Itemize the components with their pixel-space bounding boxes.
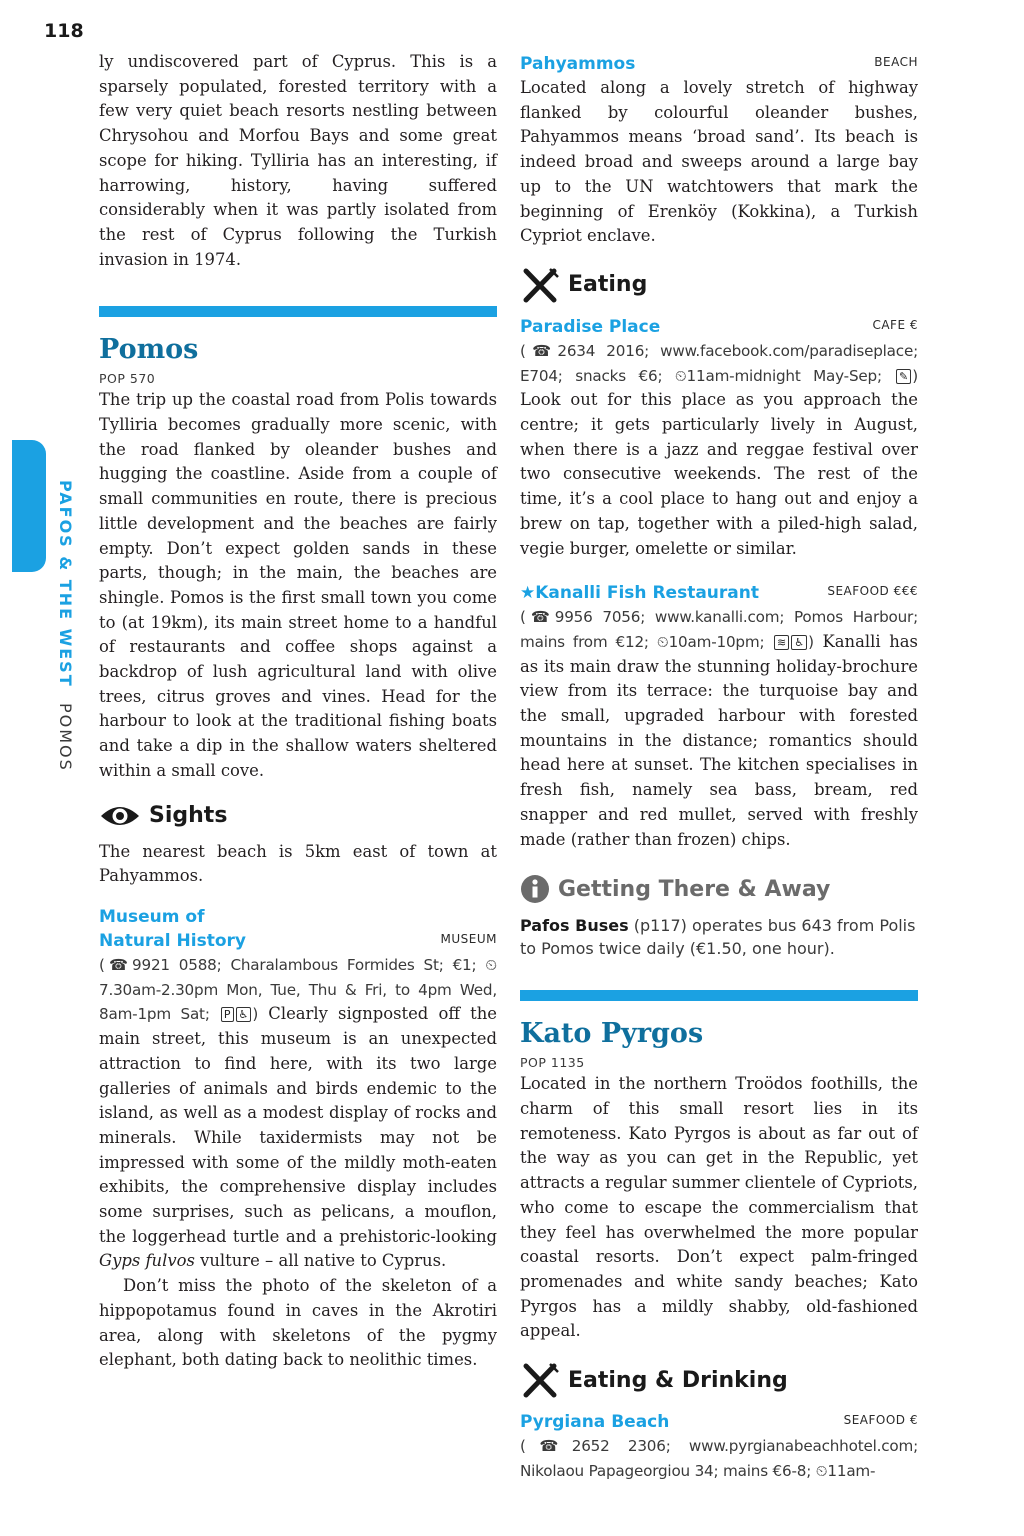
eating-heading bbox=[520, 267, 918, 303]
top-choice-star-icon: ★ bbox=[520, 583, 536, 604]
listing-type-paradise: CAFE € bbox=[872, 317, 918, 332]
left-column bbox=[99, 50, 497, 1373]
eating-drinking-heading-text: Eating & Drinking bbox=[568, 1367, 788, 1393]
kanalli-listing bbox=[520, 605, 918, 852]
listing-type-pahyammos: BEACH bbox=[874, 55, 918, 69]
sights-intro: The nearest beach is 5km east of town at Pahyammos. bbox=[99, 841, 497, 886]
town-title-kato-pyrgos: Kato Pyrgos bbox=[520, 1018, 704, 1050]
listing-name-line2: Natural History bbox=[99, 930, 246, 951]
parking-icon: P bbox=[221, 1007, 234, 1022]
paradise-listing bbox=[520, 339, 918, 561]
listing-name-pahyammos: Pahyammos bbox=[520, 54, 636, 74]
pomos-description: The trip up the coastal road from Polis towards Tylliria becomes gradually more scenic, with the road flanked by oleander bushes and hugging the coastline. Aside from a couple of small communities en route, there is precious little development and the beaches are fairly empty. Don’t expect golden sands in these parts, though; in the main, the beaches are shingle. Pomos is the first small town you come to (at 19km), its main street home to a handful of restaurants and coffee shops against a backdrop of lush agricultural land with olive trees, citrus groves and vines. Head for the harbour to look at the traditional fishing boats and take a dip in the shallow waters sheltered within a small cove. bbox=[99, 390, 497, 780]
museum-paragraph-2: Don’t miss the photo of the skeleton of a hippopotamus found in caves in the Akrotiri area, along with skeletons of the pygmy elephant, both dating back to neolithic times. bbox=[99, 1276, 497, 1370]
population-pomos: POP 570 bbox=[99, 371, 156, 387]
population-kato-pyrgos: POP 1135 bbox=[520, 1055, 585, 1071]
museum-info: (☎9921 0588; Charalambous Formides St; €1; ⏲7.30am-2.30pm Mon, Tue, Thu & Fri, to 4pm Wed, 8am-1pm Sat; bbox=[99, 955, 497, 1024]
getting-there-text bbox=[520, 914, 918, 960]
bus-details: (p117) operates bus 643 from Polis to Pomos twice daily (€1.50, one hour). bbox=[520, 916, 916, 959]
page-number: 118 bbox=[44, 20, 84, 42]
listing-name-kanalli bbox=[520, 581, 759, 605]
paradise-description: Look out for this place as you approach the centre; it gets particularly lively in August, when there is a jazz and reggae festival over two consecutive weekends. The rest of the time, it’s a cool place to hang out and enjoy a brew on tap, together with a piled-high salad, vegie burger, omelette or similar. bbox=[520, 390, 918, 558]
section-divider-pomos bbox=[99, 306, 497, 317]
listing-name-paradise: Paradise Place bbox=[520, 316, 661, 337]
family-friendly-icon: ♿ bbox=[236, 1007, 252, 1022]
museum-description: Clearly signposted off the main street, this museum is an unexpected attraction to find here, with its two large galleries of animals and birds endemic to the island, as well as a modest display of rocks and minerals. While taxidermists may not be impressed with some of the mildly moth-eaten exhibits, the comprehensive display includes some surprises, such as pelicans, a mouflon, the loggerhead turtle and a prehistoric-looking bbox=[99, 1004, 497, 1246]
museum-info-close: ) bbox=[252, 1005, 259, 1024]
bus-operator: Pafos Buses bbox=[520, 916, 629, 936]
section-divider-kato-pyrgos bbox=[520, 990, 918, 1001]
listing-type-pyrgiana: SEAFOOD € bbox=[843, 1413, 918, 1428]
fork-knife-icon bbox=[520, 1362, 560, 1398]
kato-pyrgos-description: Located in the northern Troödos foothills, the charm of this small resort lies in its remoteness. Kato Pyrgos is about as far out of the way as you can get in the Republic, yet attracts a regular summer clientele of Cypriots, who come to escape the commercialism that they feel has overwhelmed the more popular coastal resorts. Don’t expect palm-fringed promenades and white sandy beaches; Kato Pyrgos has a mildly shabby, old-fashioned appeal. bbox=[520, 1074, 918, 1341]
intro-paragraph: ly undiscovered part of Cyprus. This is a sparsely populated, forested territory with a few very quiet beach resorts nestling between Chrysohou and Morfou Bays and some great scope for hiking. Tylliria has an interesting, if harrowing, history, having suffered considerably when it was partly isolated from the rest of Cyprus following the Turkish invasion in 1974. bbox=[99, 52, 497, 269]
sights-heading bbox=[99, 802, 497, 830]
wifi-icon: ≋ bbox=[774, 635, 789, 650]
family-friendly-icon: ♿ bbox=[791, 635, 807, 650]
getting-there-heading-text: Getting There & Away bbox=[558, 876, 831, 902]
town-title-pomos: Pomos bbox=[99, 334, 199, 366]
museum-listing bbox=[99, 953, 497, 1274]
side-tab-label bbox=[56, 480, 75, 772]
listing-name-kanalli-text: Kanalli Fish Restaurant bbox=[535, 583, 759, 604]
sights-heading-text: Sights bbox=[149, 803, 228, 829]
listing-name-pyrgiana: Pyrgiana Beach bbox=[520, 1412, 670, 1433]
getting-there-heading bbox=[520, 874, 918, 904]
eating-drinking-heading bbox=[520, 1362, 918, 1398]
listing-header-paradise bbox=[520, 313, 918, 339]
side-tab-subsection: POMOS bbox=[56, 702, 75, 772]
side-tab-section: PAFOS & THE WEST bbox=[56, 480, 75, 688]
listing-name-line1: Museum of bbox=[99, 906, 205, 927]
listing-header-pyrgiana bbox=[520, 1408, 918, 1434]
eye-icon bbox=[99, 802, 141, 830]
pahyammos-description: Located along a lovely stretch of highway flanked by colourful oleander bushes, Pahyammos means ‘broad sand’. Its beach is indeed broad and sweeps around a large bay up to the UN watchtowers that mark the beginning of Erenköy (Kokkina), a Turkish Cypriot enclave. bbox=[520, 78, 918, 246]
pyrgiana-listing bbox=[520, 1434, 918, 1483]
kanalli-info: (☎9956 7056; www.kanalli.com; Pomos Harbour; mains from €12; ⏲10am-10pm; bbox=[520, 608, 918, 651]
listing-header-museum bbox=[99, 905, 497, 953]
listing-header-kanalli bbox=[520, 579, 918, 605]
paradise-info-close: ) bbox=[912, 366, 918, 385]
paradise-info: (☎2634 2016; www.facebook.com/paradiseplace; E704; snacks €6; ⏲11am-midnight May-Sep; bbox=[520, 341, 918, 385]
listing-name-museum bbox=[99, 905, 246, 953]
listing-type-museum: MUSEUM bbox=[440, 931, 497, 946]
fork-knife-icon bbox=[520, 267, 560, 303]
pyrgiana-info: (☎2652 2306; www.pyrgianabeachhotel.com; Nikolaou Papageorgiou 34; mains €6-8; ⏲11am- bbox=[520, 1437, 918, 1480]
listing-header-pahyammos bbox=[520, 50, 918, 76]
listing-type-kanalli: SEAFOOD €€€ bbox=[827, 584, 918, 599]
drinks-icon: ✎ bbox=[896, 369, 911, 384]
info-icon bbox=[520, 874, 550, 904]
museum-description-end: vulture – all native to Cyprus. bbox=[200, 1251, 447, 1271]
kanalli-description: Kanalli has as its main draw the stunning holiday-brochure view from its terrace: the turquoise bay and the small, upgraded harbour with forested mountains in the distance; romantics should head here at sunset. The kitchen specialises in fresh fish, namely sea bass, bream, red snapper and red mullet, served with freshly made (rather than frozen) chips. bbox=[520, 631, 918, 849]
kanalli-info-close: ) bbox=[808, 632, 814, 651]
museum-species-name: Gyps fulvos bbox=[99, 1251, 195, 1271]
right-column bbox=[520, 50, 918, 1483]
eating-heading-text: Eating bbox=[568, 272, 648, 298]
side-tab-marker bbox=[12, 440, 46, 572]
